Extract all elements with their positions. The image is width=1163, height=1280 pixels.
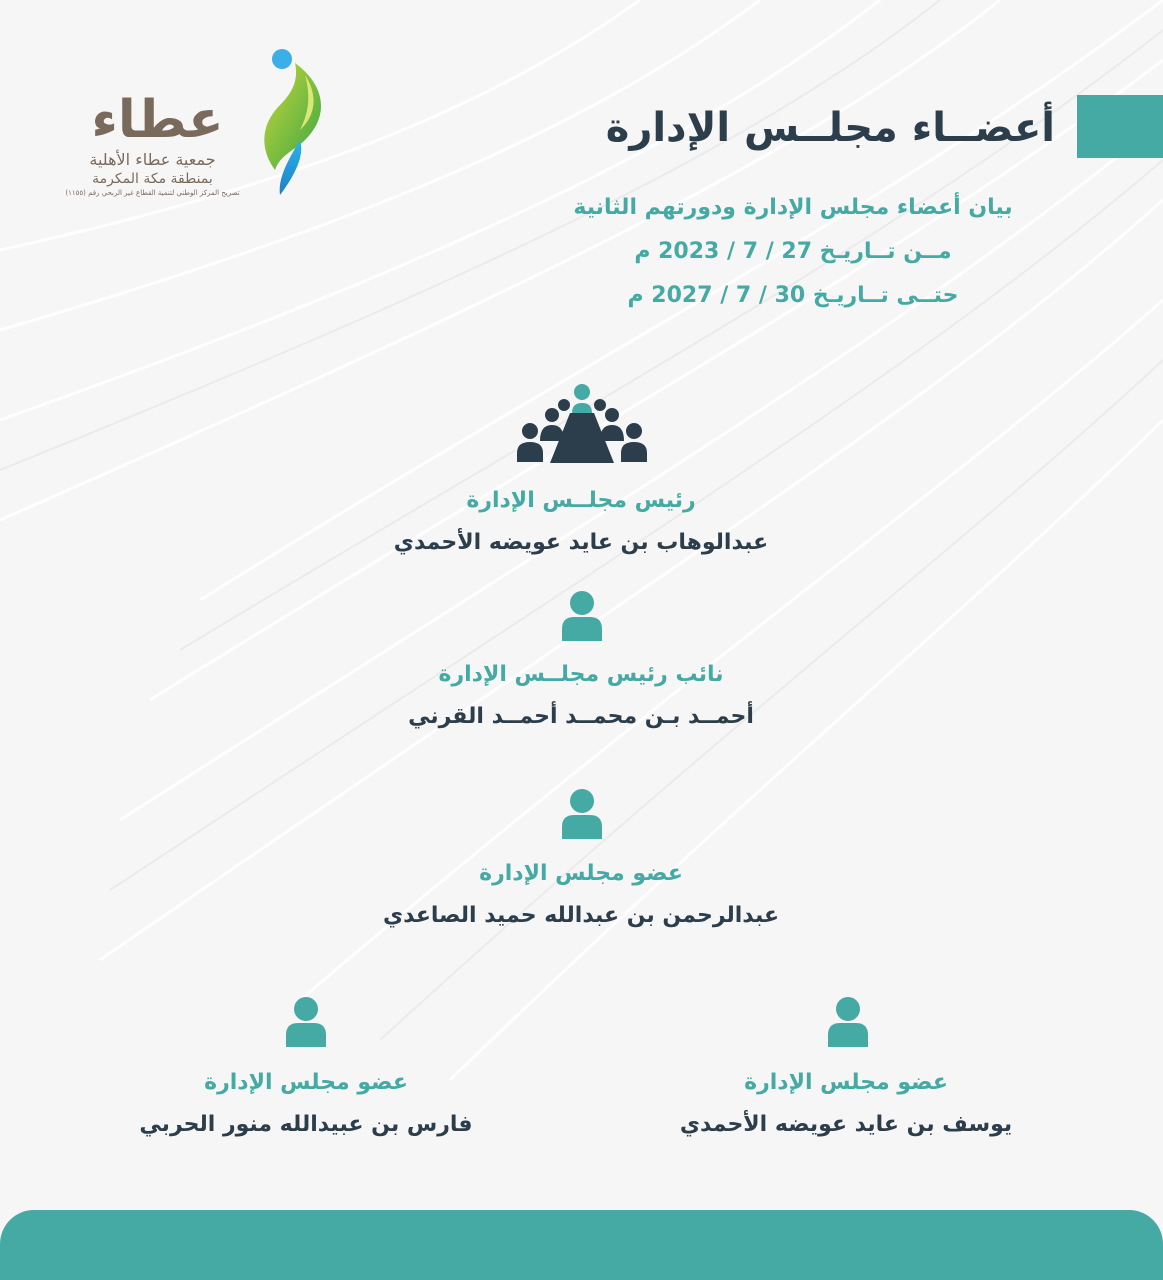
member-role: رئيس مجلــس الإدارة — [466, 488, 696, 513]
term-description: بيان أعضاء مجلس الإدارة ودورتهم الثانية — [573, 195, 1013, 220]
person-icon — [560, 591, 604, 641]
member-name: يوسف بن عايد عويضه الأحمدي — [679, 1112, 1013, 1137]
page-title: أعضــاء مجلــس الإدارة — [605, 105, 1055, 151]
footer-band — [0, 1210, 1163, 1280]
term-start-date: مــن تــاريـخ 27 / 7 / 2023 م — [634, 239, 952, 264]
logo-region: بمنطقة مكة المكرمة — [92, 171, 213, 187]
term-end-date: حتــى تــاريـخ 30 / 7 / 2027 م — [627, 283, 959, 308]
board-meeting-icon — [512, 383, 652, 465]
logo-wordmark: عطاء — [91, 90, 224, 150]
member-role: عضو مجلس الإدارة — [204, 1070, 408, 1095]
organization-logo — [60, 40, 340, 200]
logo-license: تصريح المركز الوطني لتنمية القطاع غير الربحي رقم (١١٥٥) — [65, 189, 240, 197]
member-role: نائب رئيس مجلــس الإدارة — [438, 662, 724, 687]
logo-org-name: جمعية عطاء الأهلية — [89, 150, 216, 169]
member-name: عبدالوهاب بن عايد عويضه الأحمدي — [393, 530, 769, 555]
member-name: فارس بن عبيدالله منور الحربي — [139, 1112, 473, 1137]
member-role: عضو مجلس الإدارة — [479, 861, 683, 886]
member-role: عضو مجلس الإدارة — [744, 1070, 948, 1095]
member-name: عبدالرحمن بن عبدالله حميد الصاعدي — [382, 903, 780, 928]
person-icon — [560, 789, 604, 839]
title-accent-bar — [1077, 95, 1163, 158]
person-icon — [284, 997, 328, 1047]
person-icon — [826, 997, 870, 1047]
term-period — [533, 186, 1053, 318]
member-name: أحمــد بـن محمــد أحمــد القرني — [408, 704, 754, 729]
logo-flame-icon — [250, 45, 330, 200]
